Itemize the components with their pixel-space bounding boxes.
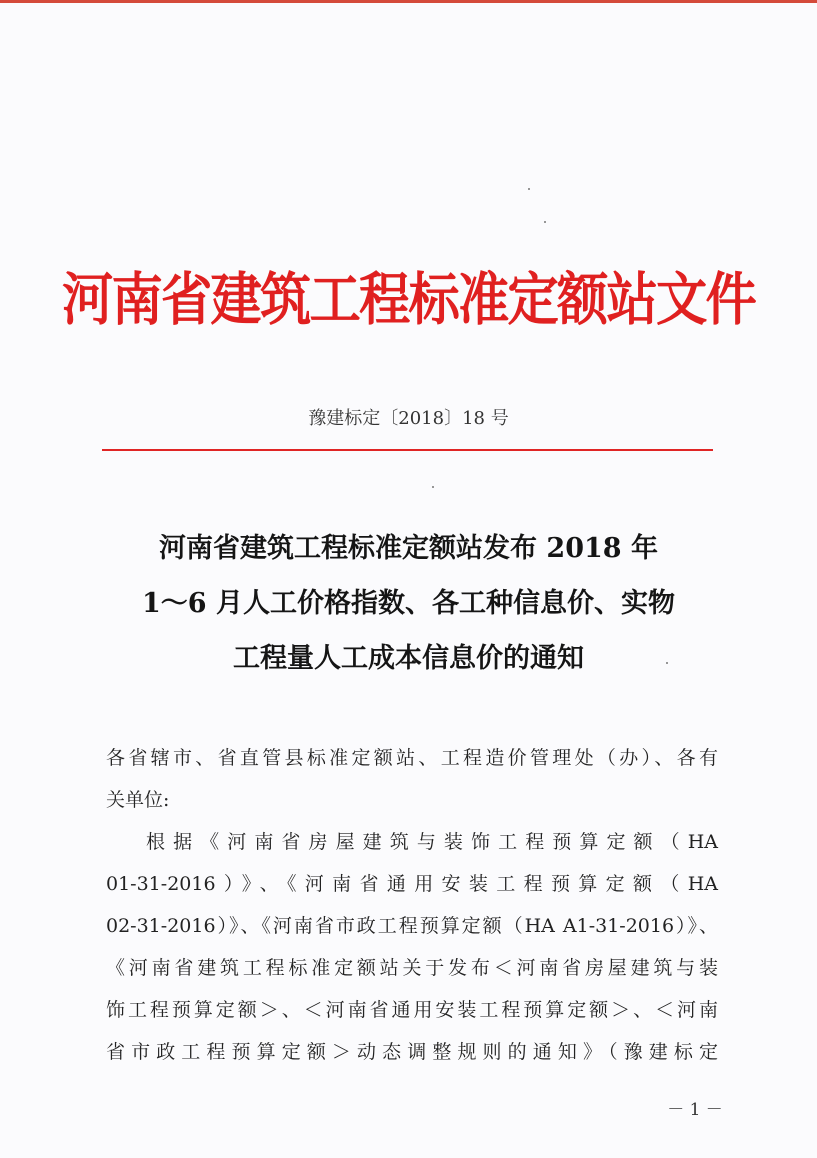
body-line: 饰工程预算定额＞、＜河南省通用安装工程预算定额＞、＜河南 xyxy=(106,999,718,1021)
document-title xyxy=(0,521,817,686)
title-line: 河南省建筑工程标准定额站发布 2018 年 xyxy=(159,533,658,564)
body-line: 省市政工程预算定额＞动态调整规则的通知》（豫建标定 xyxy=(106,1041,718,1063)
scan-speck xyxy=(432,486,434,488)
scan-speck xyxy=(528,188,530,190)
document-body xyxy=(106,737,718,1073)
issuer-header: 河南省建筑工程标准定额站文件 xyxy=(61,267,755,333)
page-top-edge xyxy=(0,0,817,3)
page-number: － 1 － xyxy=(667,1100,723,1120)
body-line: 《河南省建筑工程标准定额站关于发布＜河南省房屋建筑与装 xyxy=(106,957,718,979)
scan-speck xyxy=(544,221,546,223)
body-line: 02-31-2016）》、《河南省市政工程预算定额（HA A1-31-2016）》、 xyxy=(106,915,718,937)
scan-speck xyxy=(666,662,668,664)
title-line: 1～6 月人工价格指数、各工种信息价、实物 xyxy=(142,588,675,619)
body-line: 根据《河南省房屋建筑与装饰工程预算定额（HA xyxy=(146,831,718,853)
red-divider-line xyxy=(102,449,713,451)
addressee-line: 关单位: xyxy=(106,789,170,811)
body-line: 01-31-2016）》、《河南省通用安装工程预算定额（HA xyxy=(106,873,718,895)
title-line: 工程量人工成本信息价的通知 xyxy=(233,643,584,674)
document-number: 豫建标定〔2018〕18 号 xyxy=(308,408,509,429)
addressee-line: 各省辖市、省直管县标准定额站、工程造价管理处（办）、各有 xyxy=(106,747,718,769)
